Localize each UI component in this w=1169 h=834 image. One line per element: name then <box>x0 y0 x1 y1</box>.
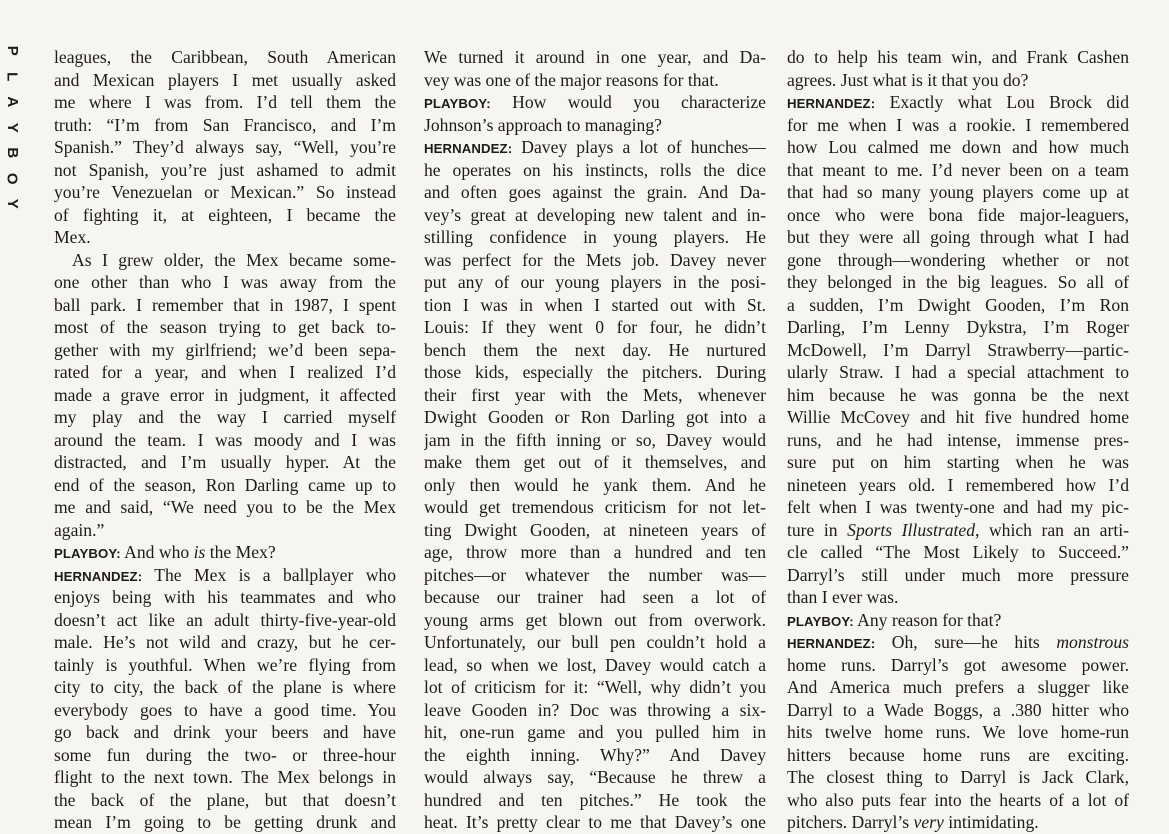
line-text: made a grave error in judgment, it affected <box>54 384 396 405</box>
text-line <box>54 159 396 182</box>
line-text: mean I’m going to be getting drunk and <box>54 812 396 832</box>
line-text: leave Gooden in? Doc was throwing a six- <box>424 699 766 720</box>
text-line <box>787 361 1129 384</box>
line-text: my play and the way I carried myself <box>54 407 396 427</box>
text-line <box>54 541 396 564</box>
line-text: end of the season, Ron Darling came up to <box>54 474 396 495</box>
line-text: gether with my girlfriend; we’d been sepa- <box>54 339 396 360</box>
text-line <box>787 789 1129 812</box>
text-line <box>54 519 396 542</box>
text-line <box>54 114 396 137</box>
text-line <box>787 654 1129 677</box>
text-line <box>424 294 766 317</box>
line-text: heat. It’s pretty clear to me that Davey’s one <box>424 812 766 832</box>
line-text: doesn’t act like an adult thirty-five-year-old <box>54 609 396 630</box>
text-line <box>424 564 766 587</box>
text-line <box>424 789 766 812</box>
text-line <box>54 429 396 452</box>
line-text: rated for a year, and when I realized I’d <box>54 362 396 382</box>
line-text: The closest thing to Darryl is Jack Clark, <box>787 767 1129 787</box>
line-text: one other than who I was away from the <box>54 272 396 292</box>
text-line <box>54 204 396 227</box>
line-text: stilling confidence in young players. He <box>424 227 766 247</box>
text-line <box>787 316 1129 339</box>
line-text: home runs. Darryl’s got awesome power. <box>787 654 1129 675</box>
line-text: around the team. I was moody and I was <box>54 429 396 450</box>
line-text: young arms get blown out from overwork. <box>424 609 766 630</box>
emphasis-text: Sports Illustrated <box>847 519 975 540</box>
line-text: was perfect for the Mets job. Davey never <box>424 249 766 270</box>
text-line <box>787 676 1129 699</box>
line-text: leagues, the Caribbean, South American <box>54 47 396 67</box>
line-text: Darling, I’m Lenny Dykstra, I’m Roger <box>787 317 1129 337</box>
line-text: runs, and he had intense, immense pres- <box>787 429 1129 450</box>
line-text: bench them the next day. He nurtured <box>424 339 766 360</box>
line-text: only then would he yank them. And he <box>424 474 766 495</box>
line-text: Unfortunately, our bull pen couldn’t hold a <box>424 632 766 652</box>
text-line <box>787 519 1129 542</box>
text-line <box>54 474 396 497</box>
line-text: flight to the next town. The Mex belongs in <box>54 767 396 787</box>
line-text: pitches—or whatever the number was— <box>424 564 766 585</box>
line-text: Louis: If they went 0 for four, he didn’t <box>424 317 766 337</box>
text-line <box>424 136 766 159</box>
text-line <box>787 811 1129 834</box>
text-line <box>54 586 396 609</box>
text-line <box>54 496 396 519</box>
line-text: vey was one of the major reasons for that. <box>424 69 719 90</box>
line-text: Willie McCovey and hit five hundred home <box>787 407 1129 427</box>
text-line <box>54 361 396 384</box>
line-text: lot of criticism for it: “Well, why didn’t you <box>424 677 766 697</box>
text-line <box>424 699 766 722</box>
text-line <box>787 564 1129 587</box>
text-line <box>424 91 766 114</box>
text-line <box>787 159 1129 182</box>
text-line <box>787 271 1129 294</box>
line-text: he operates on his instincts, rolls the dice <box>424 159 766 180</box>
line-text: of fighting it, at eighteen, I became the <box>54 204 396 225</box>
line-text: How would you characterize <box>490 92 766 112</box>
text-line <box>787 586 1129 609</box>
text-line <box>424 361 766 384</box>
text-line <box>424 114 766 137</box>
line-text: hit, one-run game and you pulled him in <box>424 722 766 742</box>
emphasis-text: monstrous <box>1056 632 1129 652</box>
line-text: me and said, “We need you to be the Mex <box>54 497 396 517</box>
text-line <box>424 721 766 744</box>
line-text: gone through—wondering whether or not <box>787 249 1129 270</box>
line-text: agrees. Just what is it that you do? <box>787 69 1029 90</box>
text-line <box>787 384 1129 407</box>
speaker-label: PLAYBOY: <box>424 96 491 111</box>
text-line <box>787 249 1129 272</box>
text-column-2 <box>424 46 766 834</box>
text-line <box>787 114 1129 137</box>
text-line <box>424 631 766 654</box>
line-text: hitters because home runs are exciting. <box>787 744 1129 765</box>
text-line <box>424 159 766 182</box>
line-text: because our trainer had seen a lot of <box>424 587 766 607</box>
sidebar-letter: B <box>3 147 21 159</box>
text-line <box>54 226 396 249</box>
emphasis-text: is <box>193 542 206 562</box>
line-text: than I ever was. <box>787 587 899 607</box>
text-line <box>424 519 766 542</box>
text-line <box>787 294 1129 317</box>
line-text: everybody goes to have a good time. You <box>54 699 396 720</box>
line-text: hundred and ten pitches.” He took the <box>424 789 766 810</box>
text-line <box>424 496 766 519</box>
line-text: enjoys being with his teammates and who <box>54 587 396 607</box>
sidebar-letter: Y <box>3 122 21 133</box>
speaker-label: HERNANDEZ: <box>54 568 143 584</box>
text-line <box>787 69 1129 92</box>
line-text: age, throw more than a hundred and ten <box>424 542 766 562</box>
text-line <box>787 744 1129 767</box>
line-text: , which ran an arti- <box>975 519 1129 540</box>
line-text: As I grew older, the Mex became some- <box>72 249 396 270</box>
text-line <box>54 136 396 159</box>
line-text: the eighth inning. Why?” And Davey <box>424 744 766 765</box>
text-line <box>54 744 396 767</box>
text-line <box>787 699 1129 722</box>
text-line <box>787 609 1129 632</box>
text-line <box>54 676 396 699</box>
text-line <box>424 249 766 272</box>
line-text: do to help his team win, and Frank Cashen <box>787 47 1129 67</box>
line-text: make them get out of it themselves, and <box>424 452 766 472</box>
line-text: Exactly what Lou Brock did <box>875 92 1129 112</box>
line-text: distracted, and I’m usually hyper. At the <box>54 452 396 472</box>
text-line <box>424 339 766 362</box>
text-line <box>787 429 1129 452</box>
line-text: you’re Venezuelan or Mexican.” So instead <box>54 182 396 202</box>
line-text: city to city, the back of the plane is where <box>54 677 396 697</box>
speaker-label: HERNANDEZ: <box>424 141 513 156</box>
text-line <box>54 811 396 834</box>
playboy-sidebar-wordmark <box>0 38 24 217</box>
line-text: hits twelve home runs. We love home-run <box>787 722 1129 742</box>
line-text: once who were bona fide major-leaguers, <box>787 204 1129 225</box>
text-line <box>424 654 766 677</box>
text-line <box>424 474 766 497</box>
text-line <box>54 654 396 677</box>
line-text: go back and drink your beers and have <box>54 722 396 742</box>
line-text: tainly is youthful. When we’re flying from <box>54 654 396 675</box>
text-line <box>54 406 396 429</box>
text-line <box>54 91 396 114</box>
text-line <box>787 474 1129 497</box>
sidebar-letter: P <box>3 45 21 56</box>
text-line <box>787 451 1129 474</box>
line-text: they belonged in the big leagues. So all of <box>787 272 1129 292</box>
line-text: and Mexican players I met usually asked <box>54 69 396 90</box>
sidebar-letter: L <box>3 71 21 81</box>
text-line <box>787 46 1129 69</box>
line-text: their first year with the Mets, whenever <box>424 384 766 405</box>
sidebar-letter: A <box>3 96 21 108</box>
line-text: nineteen years old. I remembered how I’d <box>787 474 1129 495</box>
text-line <box>424 271 766 294</box>
line-text: ting Dwight Gooden, at nineteen years of <box>424 519 766 540</box>
text-line <box>54 766 396 789</box>
text-column-3 <box>787 46 1129 834</box>
text-line <box>787 204 1129 227</box>
text-line <box>54 69 396 92</box>
line-text: the back of the plane, but that doesn’t <box>54 789 396 810</box>
text-line <box>424 451 766 474</box>
line-text: a sudden, I’m Dwight Gooden, I’m Ron <box>787 294 1129 315</box>
text-line <box>787 136 1129 159</box>
text-line <box>424 316 766 339</box>
line-text: And America much prefers a slugger like <box>787 677 1129 697</box>
text-line <box>54 609 396 632</box>
line-text-pre: Oh, sure—he hits <box>875 632 1057 652</box>
sidebar-letter: Y <box>3 198 21 209</box>
text-line <box>424 676 766 699</box>
line-text: would always say, “Because he threw a <box>424 767 766 787</box>
text-line <box>54 384 396 407</box>
text-line <box>54 249 396 272</box>
text-line <box>424 811 766 834</box>
text-line <box>424 226 766 249</box>
line-text: some fun during the two- or three-hour <box>54 744 396 765</box>
line-text-pre: ture in <box>787 519 848 540</box>
line-text: the Mex? <box>205 542 276 562</box>
line-text: ball park. I remember that in 1987, I spent <box>54 294 396 315</box>
line-text: most of the season trying to get back to- <box>54 317 396 337</box>
text-line <box>787 766 1129 789</box>
text-line <box>787 181 1129 204</box>
line-text: him because he was gonna be the next <box>787 384 1129 405</box>
line-text: sure put on him starting when he was <box>787 452 1129 472</box>
line-text: Dwight Gooden or Ron Darling got into a <box>424 407 766 427</box>
text-line <box>787 339 1129 362</box>
line-text: The Mex is a ballplayer who <box>142 564 396 585</box>
text-line <box>424 766 766 789</box>
speaker-label: HERNANDEZ: <box>787 636 876 651</box>
text-line <box>787 541 1129 564</box>
text-line <box>787 496 1129 519</box>
sidebar-letter: O <box>3 172 21 185</box>
text-line <box>424 181 766 204</box>
text-line <box>54 46 396 69</box>
text-line <box>787 226 1129 249</box>
text-line <box>424 541 766 564</box>
line-text: again.” <box>54 519 105 540</box>
emphasis-text: very <box>913 812 944 832</box>
line-text: Darryl to a Wade Boggs, a .380 hitter who <box>787 699 1129 720</box>
text-line <box>424 609 766 632</box>
line-text: McDowell, I’m Darryl Strawberry—partic- <box>787 339 1129 360</box>
text-line <box>424 586 766 609</box>
line-text: who also puts fear into the hearts of a lot of <box>787 789 1129 810</box>
text-line <box>787 721 1129 744</box>
text-line <box>787 631 1129 654</box>
line-text: and often goes against the grain. And Da- <box>424 182 766 202</box>
line-text: but they were all going through what I had <box>787 227 1129 247</box>
line-text: not Spanish, you’re just ashamed to admit <box>54 159 396 180</box>
line-text: vey’s great at developing new talent and in- <box>424 204 766 225</box>
text-column-1 <box>54 46 396 834</box>
text-line <box>54 789 396 812</box>
text-line <box>424 406 766 429</box>
text-line <box>54 699 396 722</box>
text-line <box>54 294 396 317</box>
speaker-label: PLAYBOY: <box>54 546 121 561</box>
speaker-label: PLAYBOY: <box>787 613 854 629</box>
line-text: truth: “I’m from San Francisco, and I’m <box>54 114 396 135</box>
line-text: that had so many young players come up at <box>787 182 1129 202</box>
line-text: cle called “The Most Likely to Succeed.” <box>787 542 1129 562</box>
text-line <box>787 406 1129 429</box>
line-text: me where I was from. I’d tell them the <box>54 92 396 112</box>
text-line <box>424 744 766 767</box>
line-text: Mex. <box>54 227 91 247</box>
line-text: male. He’s not wild and crazy, but he cer- <box>54 632 396 652</box>
line-text-pre: And who <box>120 542 194 562</box>
text-line <box>54 451 396 474</box>
text-line <box>54 316 396 339</box>
text-line <box>54 181 396 204</box>
line-text: ularly Straw. I had a special attachment to <box>787 362 1129 382</box>
line-text: those kids, especially the pitchers. During <box>424 362 766 382</box>
line-text: Any reason for that? <box>853 609 1002 630</box>
line-text: Darryl’s still under much more pressure <box>787 564 1129 585</box>
text-line <box>424 69 766 92</box>
line-text: jam in the fifth inning or so, Davey would <box>424 429 766 450</box>
line-text: lead, so when we lost, Davey would catch a <box>424 654 766 675</box>
line-text: how Lou calmed me down and how much <box>787 137 1129 157</box>
line-text: intimidating. <box>943 812 1039 832</box>
line-text: We turned it around in one year, and Da- <box>424 47 766 67</box>
text-line <box>787 91 1129 114</box>
speaker-label: HERNANDEZ: <box>787 96 876 111</box>
text-line <box>54 564 396 587</box>
text-line <box>54 631 396 654</box>
text-line <box>54 339 396 362</box>
text-line <box>54 721 396 744</box>
text-line <box>54 271 396 294</box>
line-text: put any of our young players in the posi- <box>424 272 766 292</box>
text-line <box>424 384 766 407</box>
line-text: for me when I was a rookie. I remembered <box>787 114 1129 135</box>
line-text-pre: pitchers. Darryl’s <box>787 812 914 832</box>
line-text: would get tremendous criticism for not let- <box>424 497 766 517</box>
line-text: tion I was in when I started out with St. <box>424 294 766 315</box>
text-line <box>424 204 766 227</box>
text-line <box>424 429 766 452</box>
text-line <box>424 46 766 69</box>
line-text: Johnson’s approach to managing? <box>424 114 662 135</box>
line-text: felt when I was twenty-one and had my pic- <box>787 497 1129 517</box>
line-text: Davey plays a lot of hunches— <box>512 137 766 157</box>
line-text: that meant to me. I’d never been on a team <box>787 159 1129 180</box>
line-text: Spanish.” They’d always say, “Well, you’re <box>54 137 396 157</box>
